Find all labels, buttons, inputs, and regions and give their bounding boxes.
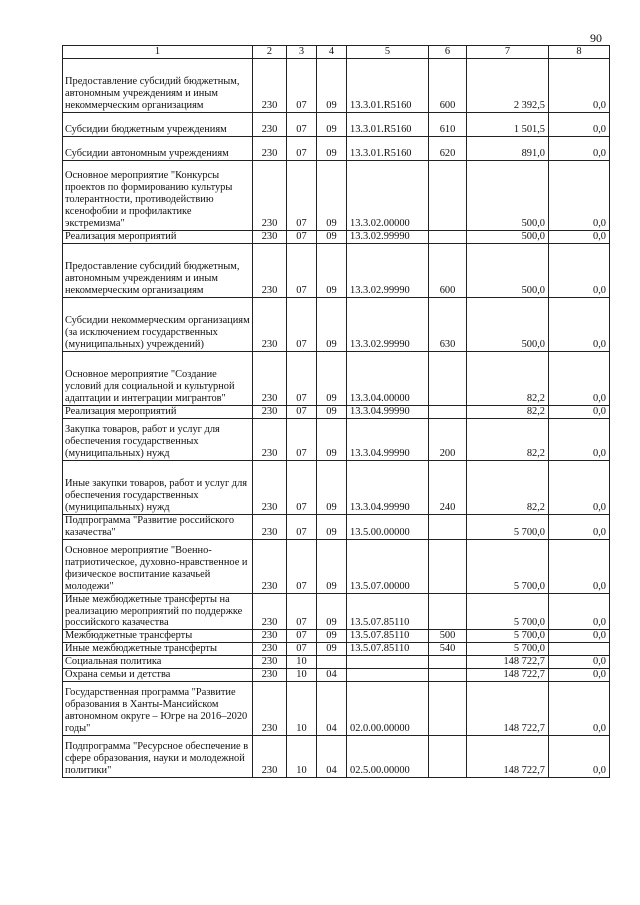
row-expense-type: 630 — [429, 297, 467, 351]
row-amount: 500,0 — [467, 297, 549, 351]
row-expense-type — [429, 593, 467, 630]
row-target-article — [347, 656, 429, 669]
row-amount: 82,2 — [467, 405, 549, 418]
row-ministry-code: 230 — [253, 231, 287, 244]
row-section: 07 — [287, 460, 317, 514]
column-header-2: 2 — [253, 46, 287, 59]
row-target-article: 13.5.07.85110 — [347, 643, 429, 656]
row-target-article: 13.5.07.00000 — [347, 539, 429, 593]
row-expense-type: 200 — [429, 418, 467, 460]
row-ministry-code: 230 — [253, 161, 287, 231]
row-section: 10 — [287, 656, 317, 669]
row-amount: 148 722,7 — [467, 656, 549, 669]
row-expense-type: 610 — [429, 113, 467, 137]
row-name: Иные межбюджетные трансферты — [63, 643, 253, 656]
table-row — [63, 231, 610, 244]
row-section: 07 — [287, 59, 317, 113]
row-section: 07 — [287, 643, 317, 656]
row-amount-2: 0,0 — [549, 539, 610, 593]
row-amount: 82,2 — [467, 460, 549, 514]
row-amount: 82,2 — [467, 351, 549, 405]
row-amount: 82,2 — [467, 418, 549, 460]
row-amount-2: 0,0 — [549, 656, 610, 669]
row-ministry-code: 230 — [253, 460, 287, 514]
row-subsection: 09 — [317, 113, 347, 137]
row-target-article: 13.5.00.00000 — [347, 514, 429, 539]
row-subsection: 09 — [317, 351, 347, 405]
row-target-article: 13.3.01.R5160 — [347, 59, 429, 113]
row-name: Подпрограмма "Развитие российского казачества" — [63, 514, 253, 539]
row-name: Закупка товаров, работ и услуг для обеспечения государственных (муниципальных) нужд — [63, 418, 253, 460]
row-target-article: 13.3.04.99990 — [347, 460, 429, 514]
row-section: 07 — [287, 593, 317, 630]
row-name: Основное мероприятие "Создание условий для социальной и культурной адаптации и интеграции мигрантов" — [63, 351, 253, 405]
row-amount: 5 700,0 — [467, 630, 549, 643]
row-ministry-code: 230 — [253, 539, 287, 593]
row-name: Реализация мероприятий — [63, 405, 253, 418]
row-target-article: 13.3.02.99990 — [347, 297, 429, 351]
row-amount: 500,0 — [467, 161, 549, 231]
row-ministry-code: 230 — [253, 656, 287, 669]
row-target-article: 13.5.07.85110 — [347, 593, 429, 630]
row-amount-2: 0,0 — [549, 418, 610, 460]
row-amount: 148 722,7 — [467, 669, 549, 682]
row-subsection: 04 — [317, 669, 347, 682]
row-ministry-code: 230 — [253, 405, 287, 418]
row-amount: 500,0 — [467, 231, 549, 244]
table-row — [63, 460, 610, 514]
row-amount-2 — [549, 643, 610, 656]
row-section: 07 — [287, 113, 317, 137]
row-target-article: 13.3.02.99990 — [347, 243, 429, 297]
table-row — [63, 514, 610, 539]
row-amount-2: 0,0 — [549, 669, 610, 682]
row-target-article: 13.3.04.99990 — [347, 418, 429, 460]
table-row — [63, 351, 610, 405]
table-row — [63, 297, 610, 351]
row-amount: 891,0 — [467, 137, 549, 161]
row-subsection: 09 — [317, 161, 347, 231]
row-target-article: 13.5.07.85110 — [347, 630, 429, 643]
row-target-article: 13.3.01.R5160 — [347, 113, 429, 137]
row-ministry-code: 230 — [253, 514, 287, 539]
row-subsection: 09 — [317, 137, 347, 161]
row-subsection — [317, 656, 347, 669]
table-body — [63, 59, 610, 778]
row-expense-type — [429, 656, 467, 669]
table-header-row — [63, 46, 610, 59]
row-amount-2: 0,0 — [549, 735, 610, 777]
row-amount: 5 700,0 — [467, 514, 549, 539]
row-target-article: 13.3.04.00000 — [347, 351, 429, 405]
row-ministry-code: 230 — [253, 630, 287, 643]
row-subsection: 09 — [317, 460, 347, 514]
row-name: Субсидии бюджетным учреждениям — [63, 113, 253, 137]
row-expense-type — [429, 681, 467, 735]
table-row — [63, 539, 610, 593]
table-row — [63, 113, 610, 137]
row-name: Предоставление субсидий бюджетным, автономным учреждениям и иным некоммерческим организациям — [63, 243, 253, 297]
row-expense-type — [429, 231, 467, 244]
row-ministry-code: 230 — [253, 418, 287, 460]
table-row — [63, 405, 610, 418]
row-ministry-code: 230 — [253, 593, 287, 630]
row-section: 10 — [287, 735, 317, 777]
row-ministry-code: 230 — [253, 113, 287, 137]
row-expense-type — [429, 351, 467, 405]
row-amount: 148 722,7 — [467, 735, 549, 777]
row-subsection: 09 — [317, 297, 347, 351]
row-section: 10 — [287, 669, 317, 682]
row-section: 07 — [287, 514, 317, 539]
row-amount-2: 0,0 — [549, 231, 610, 244]
row-section: 10 — [287, 681, 317, 735]
row-expense-type — [429, 514, 467, 539]
row-subsection: 09 — [317, 418, 347, 460]
table-row — [63, 656, 610, 669]
row-ministry-code: 230 — [253, 137, 287, 161]
row-subsection: 04 — [317, 681, 347, 735]
row-amount-2: 0,0 — [549, 460, 610, 514]
row-expense-type: 600 — [429, 243, 467, 297]
row-expense-type: 500 — [429, 630, 467, 643]
row-amount: 2 392,5 — [467, 59, 549, 113]
row-section: 07 — [287, 297, 317, 351]
row-name: Основное мероприятие "Военно-патриотическое, духовно-нравственное и физическое воспитание казачьей молодежи" — [63, 539, 253, 593]
row-ministry-code: 230 — [253, 243, 287, 297]
row-amount: 5 700,0 — [467, 643, 549, 656]
row-amount-2: 0,0 — [549, 59, 610, 113]
row-target-article: 13.3.01.R5160 — [347, 137, 429, 161]
row-subsection: 04 — [317, 735, 347, 777]
row-expense-type — [429, 735, 467, 777]
row-section: 07 — [287, 405, 317, 418]
row-amount: 148 722,7 — [467, 681, 549, 735]
row-ministry-code: 230 — [253, 351, 287, 405]
table-row — [63, 669, 610, 682]
row-target-article: 02.0.00.00000 — [347, 681, 429, 735]
row-subsection: 09 — [317, 405, 347, 418]
row-section: 07 — [287, 539, 317, 593]
row-ministry-code: 230 — [253, 681, 287, 735]
row-subsection: 09 — [317, 630, 347, 643]
row-amount: 5 700,0 — [467, 593, 549, 630]
row-name: Субсидии автономным учреждениям — [63, 137, 253, 161]
row-name: Реализация мероприятий — [63, 231, 253, 244]
row-expense-type — [429, 539, 467, 593]
row-subsection: 09 — [317, 643, 347, 656]
row-expense-type — [429, 405, 467, 418]
table-row — [63, 630, 610, 643]
row-section: 07 — [287, 630, 317, 643]
row-subsection: 09 — [317, 514, 347, 539]
row-target-article: 13.3.02.00000 — [347, 161, 429, 231]
row-amount-2: 0,0 — [549, 405, 610, 418]
row-section: 07 — [287, 243, 317, 297]
table-row — [63, 735, 610, 777]
row-section: 07 — [287, 351, 317, 405]
row-expense-type: 620 — [429, 137, 467, 161]
table-row — [63, 681, 610, 735]
table-row — [63, 59, 610, 113]
row-amount-2: 0,0 — [549, 161, 610, 231]
column-header-1: 1 — [63, 46, 253, 59]
column-header-8: 8 — [549, 46, 610, 59]
table-row — [63, 243, 610, 297]
row-name: Государственная программа "Развитие образования в Ханты-Мансийском автономном округе – Югре на 2016–2020 годы" — [63, 681, 253, 735]
column-header-7: 7 — [467, 46, 549, 59]
row-subsection: 09 — [317, 231, 347, 244]
row-target-article: 13.3.04.99990 — [347, 405, 429, 418]
row-section: 07 — [287, 161, 317, 231]
row-name: Охрана семьи и детства — [63, 669, 253, 682]
table-row — [63, 137, 610, 161]
page-number: 90 — [590, 31, 602, 45]
table-row — [63, 161, 610, 231]
row-amount-2: 0,0 — [549, 514, 610, 539]
row-subsection: 09 — [317, 593, 347, 630]
row-ministry-code: 230 — [253, 735, 287, 777]
column-header-5: 5 — [347, 46, 429, 59]
row-name: Предоставление субсидий бюджетным, автономным учреждениям и иным некоммерческим организациям — [63, 59, 253, 113]
row-amount-2: 0,0 — [549, 681, 610, 735]
row-expense-type — [429, 669, 467, 682]
row-ministry-code: 230 — [253, 59, 287, 113]
row-name: Субсидии некоммерческим организациям (за исключением государственных (муниципальных) учреждений) — [63, 297, 253, 351]
column-header-6: 6 — [429, 46, 467, 59]
row-ministry-code: 230 — [253, 297, 287, 351]
table-row — [63, 593, 610, 630]
budget-table — [62, 45, 610, 778]
row-amount-2: 0,0 — [549, 351, 610, 405]
row-section: 07 — [287, 418, 317, 460]
row-section: 07 — [287, 231, 317, 244]
row-name: Иные межбюджетные трансферты на реализацию мероприятий по поддержке российского казачества — [63, 593, 253, 630]
row-expense-type: 540 — [429, 643, 467, 656]
row-amount-2: 0,0 — [549, 297, 610, 351]
row-expense-type — [429, 161, 467, 231]
column-header-3: 3 — [287, 46, 317, 59]
row-name: Межбюджетные трансферты — [63, 630, 253, 643]
row-ministry-code: 230 — [253, 643, 287, 656]
row-subsection: 09 — [317, 539, 347, 593]
table-row — [63, 643, 610, 656]
row-name: Иные закупки товаров, работ и услуг для обеспечения государственных (муниципальных) нужд — [63, 460, 253, 514]
row-target-article — [347, 669, 429, 682]
row-subsection: 09 — [317, 59, 347, 113]
row-amount: 1 501,5 — [467, 113, 549, 137]
row-target-article: 13.3.02.99990 — [347, 231, 429, 244]
row-amount: 500,0 — [467, 243, 549, 297]
table-row — [63, 418, 610, 460]
row-amount-2: 0,0 — [549, 243, 610, 297]
row-target-article: 02.5.00.00000 — [347, 735, 429, 777]
row-name: Социальная политика — [63, 656, 253, 669]
row-name: Подпрограмма "Ресурсное обеспечение в сфере образования, науки и молодежной политики" — [63, 735, 253, 777]
row-expense-type: 600 — [429, 59, 467, 113]
row-amount-2: 0,0 — [549, 593, 610, 630]
column-header-4: 4 — [317, 46, 347, 59]
row-amount-2: 0,0 — [549, 630, 610, 643]
row-amount-2: 0,0 — [549, 113, 610, 137]
row-amount: 5 700,0 — [467, 539, 549, 593]
row-section: 07 — [287, 137, 317, 161]
row-amount-2: 0,0 — [549, 137, 610, 161]
row-expense-type: 240 — [429, 460, 467, 514]
row-subsection: 09 — [317, 243, 347, 297]
row-name: Основное мероприятие "Конкурсы проектов по формированию культуры толерантности, противодействию ксенофобии и профилактике экстремизма" — [63, 161, 253, 231]
row-ministry-code: 230 — [253, 669, 287, 682]
